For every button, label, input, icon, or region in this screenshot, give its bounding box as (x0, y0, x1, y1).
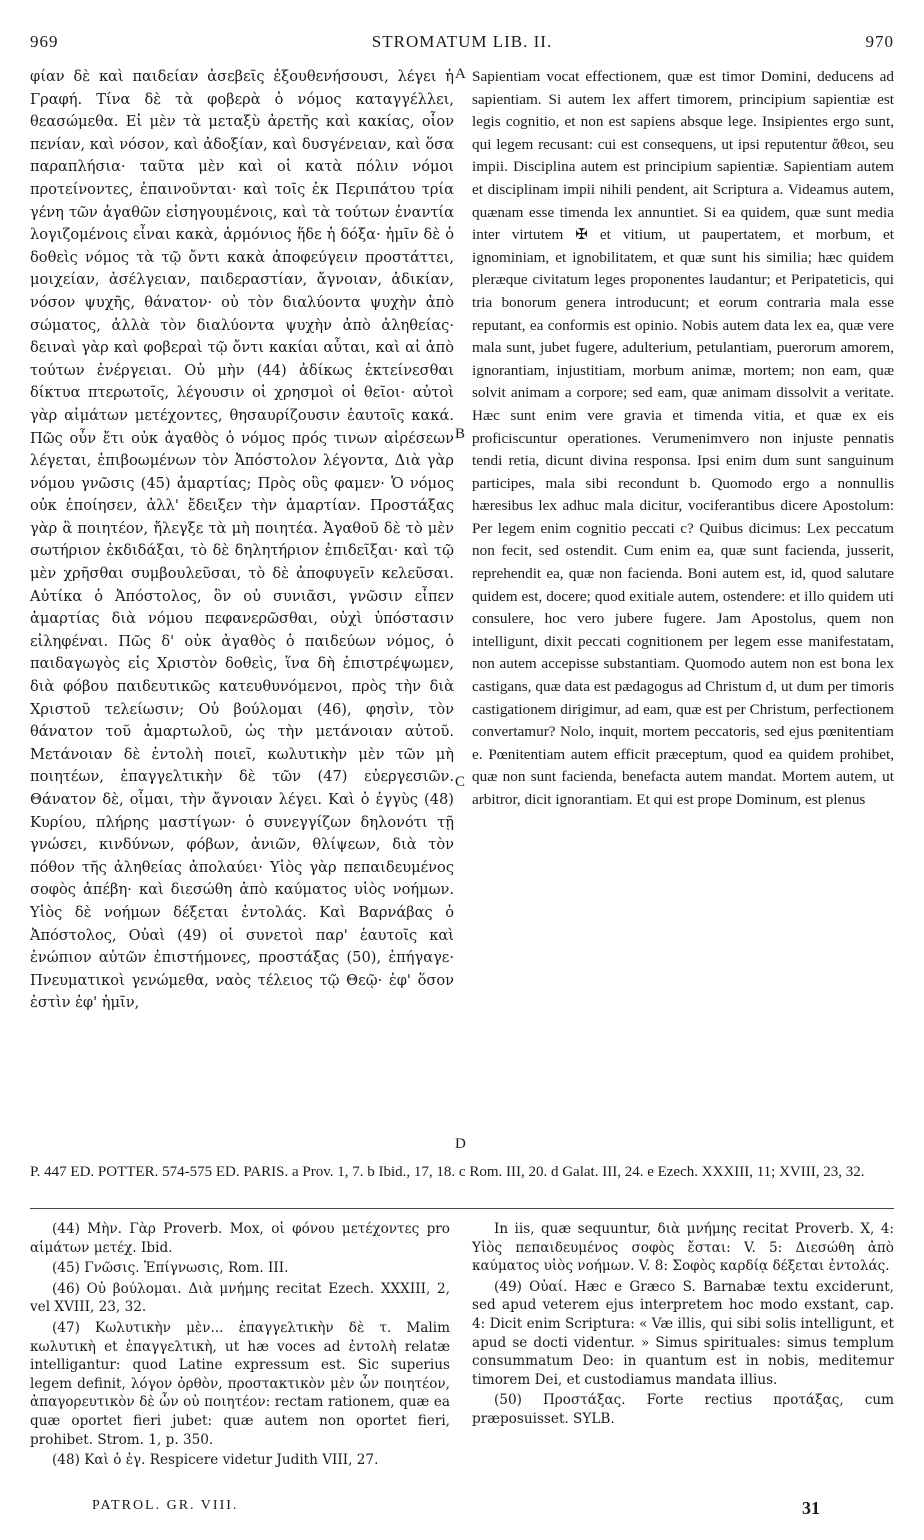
footnote: (50) Προστάξας. Forte rectius προτάξας, cum præposuisset. SYLB. (472, 1392, 894, 1427)
margin-marker-a: A (455, 66, 466, 82)
greek-text-column (30, 66, 454, 1015)
page-footer (30, 1498, 894, 1524)
gathering-number: 31 (802, 1498, 820, 1518)
footnote: (44) Μὴν. Γὰρ Proverb. Mox, οἱ φόνου μετέχοντες pro αἱμάτων μετέχ. Ibid. (30, 1221, 450, 1256)
collection-signature: PATROL. GR. VIII. (92, 1498, 239, 1513)
greek-text: φίαν δὲ καὶ παιδείαν ἀσεβεῖς ἐξουθενήσουσι, λέγει ἡ Γραφή. Τίνα δὲ τὰ φοβερὰ ὁ νόμος καταγγέλλει, θεασώμεθα. Εἰ μὲν τὰ μεταξὺ ἀρετῆς καὶ κακίας, οἷον πενίαν, καὶ νόσον, καὶ ἀδοξίαν, καὶ δυσγένειαν, καὶ ὅσα παραπλήσια· ταῦτα μὲν καὶ οἱ κατὰ πόλιν νόμοι προτείνοντες, ἐπαινοῦνται· καὶ τοῖς ἐκ Περιπάτου τρία γένη τῶν ἀγαθῶν εἰσηγουμένοις, καὶ τὰ τούτων ἐναντία λογιζομένοις εἶναι κακὰ, ἁρμόνιος ἥδε ἡ δόξα· ἡμῖν δὲ ὁ δοθεὶς νόμος τὰ τῷ ὄντι κακὰ ἀποφεύγειν προστάττει, μοιχείαν, ἀσέλγειαν, παιδεραστίαν, ἄγνοιαν, ἀδικίαν, νόσον ψυχῆς, θάνατον· οὐ τὸν διαλύοντα ψυχὴν ἀπὸ σώματος, ἀλλὰ τὸν διαλύοντα ψυχὴν ἀπὸ ἀληθείας· δειναὶ γὰρ καὶ φοβεραὶ τῷ ὄντι κακίαι αὗται, καὶ αἱ ἀπὸ τούτων ἐνέργειαι. Οὐ μὴν (44) ἀδίκως ἐκτείνεσθαι δίκτυα πτερωτοῖς, λέγουσιν οἱ χρησμοὶ οἱ θεῖοι· αὐτοὶ γὰρ αἱμάτων μετέχοντες, θησαυρίζουσιν ἑαυτοῖς κακά. Πῶς οὖν ἔτι οὐκ ἀγαθὸς ὁ νόμος πρός τινων αἱρέσεων λέγεται, ἐπιβοωμένων τὸν Ἀπόστολον λέγοντα, Διὰ γὰρ νόμου γνῶσις (45) ἁμαρτίας; Πρὸς οὓς φαμεν· Ὁ νόμος οὐκ ἐποίησεν, ἀλλ' ἔδειξεν τὴν ἁμαρτίαν. Προστάξας γὰρ ἃ ποιητέον, ἤλεγξε τὰ μὴ ποιητέα. Ἀγαθοῦ δὲ τὸ μὲν σωτήριον ἐκδιδάξαι, τὸ δὲ δηλητήριον ἐπιδεῖξαι· καὶ τῷ μὲν χρῆσθαι συμβουλεῦσαι, τὸ δὲ ἀποφυγεῖν κελεῦσαι. Αὐτίκα ὁ Ἀπόστολος, ὃν οὐ συνιᾶσι, γνῶσιν εἶπεν ἁμαρτίας διὰ νόμου πεφανερῶσθαι, οὐχὶ ὑπόστασιν εἰληφέναι. Πῶς δ' οὐκ ἀγαθὸς ὁ παιδεύων νόμος, ὁ παιδαγωγὸς εἰς Χριστὸν δοθεὶς, ἵνα δὴ ἐπιστρέψωμεν, διὰ φόβου παιδευτικῶς κατευθυνόμενοι, πρὸς τὴν διὰ Χριστοῦ τελείωσιν; Οὐ βούλομαι (46), φησὶν, τὸν θάνατον τοῦ ἁμαρτωλοῦ, ὡς τὴν μετάνοιαν αὐτοῦ. Μετάνοιαν δὲ ἐντολὴ ποιεῖ, κωλυτικὴν μὲν τῶν μὴ ποιητέων, ἐπαγγελτικὴν δὲ τῶν (47) εὐεργεσιῶν. Θάνατον δὲ, οἶμαι, τὴν ἄγνοιαν λέγει. Καὶ ὁ ἐγγὺς (48) Κυρίου, πλήρης μαστίγων· ὁ συνεγγίζων δηλονότι τῇ γνώσει, κινδύνων, φόβων, ἀνιῶν, θλίψεων, διὰ τὸν πόθον τῆς ἀληθείας ἀπολαύει· Υἱὸς γὰρ πεπαιδευμένος σοφὸς ἀπέβη· καὶ διεσώθη ἀπὸ καύματος υἱὸς νοήμων. Υἱὸς δὲ νοήμων δέξεται ἐντολάς. Καὶ Βαρνάβας ὁ Ἀπόστολος, Οὐαὶ (49) οἱ συνετοὶ παρ' ἑαυτοῖς καὶ ἐνώπιον αὐτῶν ἐπιστήμονες, προστάξας (50), ἐπήγαγε· Πνευματικοὶ γενώμεθα, ναὸς τέλειος τῷ Θεῷ· ἐφ' ὅσον ἐστὶν ἐφ' ἡμῖν, (30, 68, 454, 1012)
margin-marker-d: D (455, 1136, 466, 1152)
margin-marker-c: C (455, 774, 466, 790)
footnote: (48) Καὶ ὁ ἐγ. Respicere videtur Judith VIII, 27. (52, 1452, 379, 1469)
footnote: In iis, quæ sequuntur, διὰ μνήμης recitat Proverb. X, 4: Υἱὸς πεπαιδευμένος σοφὸς ἔσται: V. 5: Διεσώθη ἀπὸ καύματος υἱὸς νοήμων. V. 8: Σοφὸς καρδίᾳ δέξεται ἐντολάς. (472, 1221, 894, 1275)
notes-divider (30, 1208, 894, 1209)
footnote: (49) Οὐαί. Hæc e Græco S. Barnabæ textu exciderunt, sed apud veterem ejus interpretem hoc modo exstant, cap. 4: Dicit enim Scriptura: « Væ illis, qui sibi solis intelligunt, et apud se docti videntur. » Simus spirituales: simus templum consummatum Deo: in quantum est in nobis, meditemur timorem Dei, et custodiamus mandata illius. (472, 1278, 894, 1388)
footnote: (46) Οὐ βούλομαι. Διὰ μνήμης recitat Ezech. XXXIII, 2, vel XVIII, 23, 32. (30, 1280, 450, 1316)
running-title: STROMATUM LIB. II. (371, 32, 553, 51)
footnote: (47) Κωλυτικὴν μὲν... ἐπαγγελτικὴν δὲ τ. Malim κωλυτικὴ et ἐπαγγελτικὴ, ut hæ voces ad ἐντολὴ relatæ intelligantur: quod Latine expressum est. Sic superius legem definit, λόγον ὀρθὸν, προστακτικὸν μὲν ὧν ποιητέον, ἀπαγορευτικὸν δὲ ὧν οὐ ποιητέον: rectam rationem, quæ ea quæ oportet fieri jubet: quæ autem non oportet fieri, prohibet. Strom. 1, p. 350. (30, 1319, 450, 1448)
left-page-number: 969 (30, 32, 59, 51)
footnotes-right (472, 1220, 894, 1431)
latin-text: Sapientiam vocat effectionem, quæ est timor Domini, deducens ad sapientiam. Si autem lex affert timorem, principium sapientiæ est legis cognitio, et non est sapiens absque lege. Insipientes ergo sunt, qui legem recusant: cui est consequens, ut ipsi reputentur ἄθεοι, seu impii. Disciplina autem est principium sapientiæ. Sapientiam autem et disciplinam impii nihili pendent, ait Scriptura a. Videamus autem, quænam esse timenda lex annuntiet. Si ea quidem, quæ sunt media inter virtutem ✠ et vitium, ut paupertatem, et morbum, et ignominiam, et ignobilitatem, et quæ sunt his similia; hæc quidem pleræque civitatum leges proponentes laudantur; et Peripateticis, qui tria bonorum genera introducunt; et eorum contraria mala esse reputant, ea conformis est opinio. Nobis autem data lex ea, quæ vere mala sunt, jubet fugere, adulterium, petulantiam, puerorum amorem, ignorantiam, injustitiam, morbum animæ, mortem; non eam, quæ solvit animam a corpore; sed eam, quæ animam dissolvit a veritate. Hæc sunt enim vere gravia et timenda vitia, et quæ ex eis proficiscuntur operationes. Verumenimvero non injuste pennatis tendi retia, dicunt divina responsa. Ipsi enim dum sunt sanguinum participes, mala sibi recondunt b. Quomodo ergo a nonnullis hæresibus lex adhuc mala dicitur, vociferantibus dicere Apostolum: Per legem enim cognitio peccati c? Quibus dicimus: Lex peccatum non fecit, sed ostendit. Cum enim ea, quæ sunt facienda, jusserit, reprehendit ea, quæ non facienda. Boni autem est, id, quod salutare quidem est, docere; quod exitiale autem, ostendere: et illo quidem uti consulere, hoc vero jubere fugere. Jam Apostolus, quem non intelligunt, dixit peccati cognitionem per legem esse manifestatam, non autem accepisse substantiam. Quomodo autem non est bona lex castigans, quæ data est pædagogus ad Christum d, ut dum per timoris castigationem dirigimur, ad eam, quæ est per Christum, perfectionem convertamur? Nolo, inquit, mortem peccatoris, sed ejus pœnitentiam e. Pœnitentiam autem efficit præceptum, quod ea quidem prohibet, quæ non sunt facienda, benefacta autem mandat. Mortem autem, ut arbitror, dicit ignorantiam. Et qui est prope Dominum, est plenus (472, 68, 894, 808)
footnotes-left (30, 1220, 450, 1472)
latin-text-column (472, 66, 894, 812)
right-page-number: 970 (865, 32, 894, 51)
running-header (30, 32, 894, 56)
scripture-references: P. 447 ED. POTTER. 574-575 ED. PARIS. a Prov. 1, 7. b Ibid., 17, 18. c Rom. III, 20. d Galat. III, 24. e Ezech. XXXIII, 11; XVIII, 23, 32. (30, 1164, 865, 1180)
footnote: (45) Γνῶσις. Ἐπίγνωσις, Rom. III. (52, 1260, 289, 1277)
margin-marker-b: B (455, 426, 466, 442)
